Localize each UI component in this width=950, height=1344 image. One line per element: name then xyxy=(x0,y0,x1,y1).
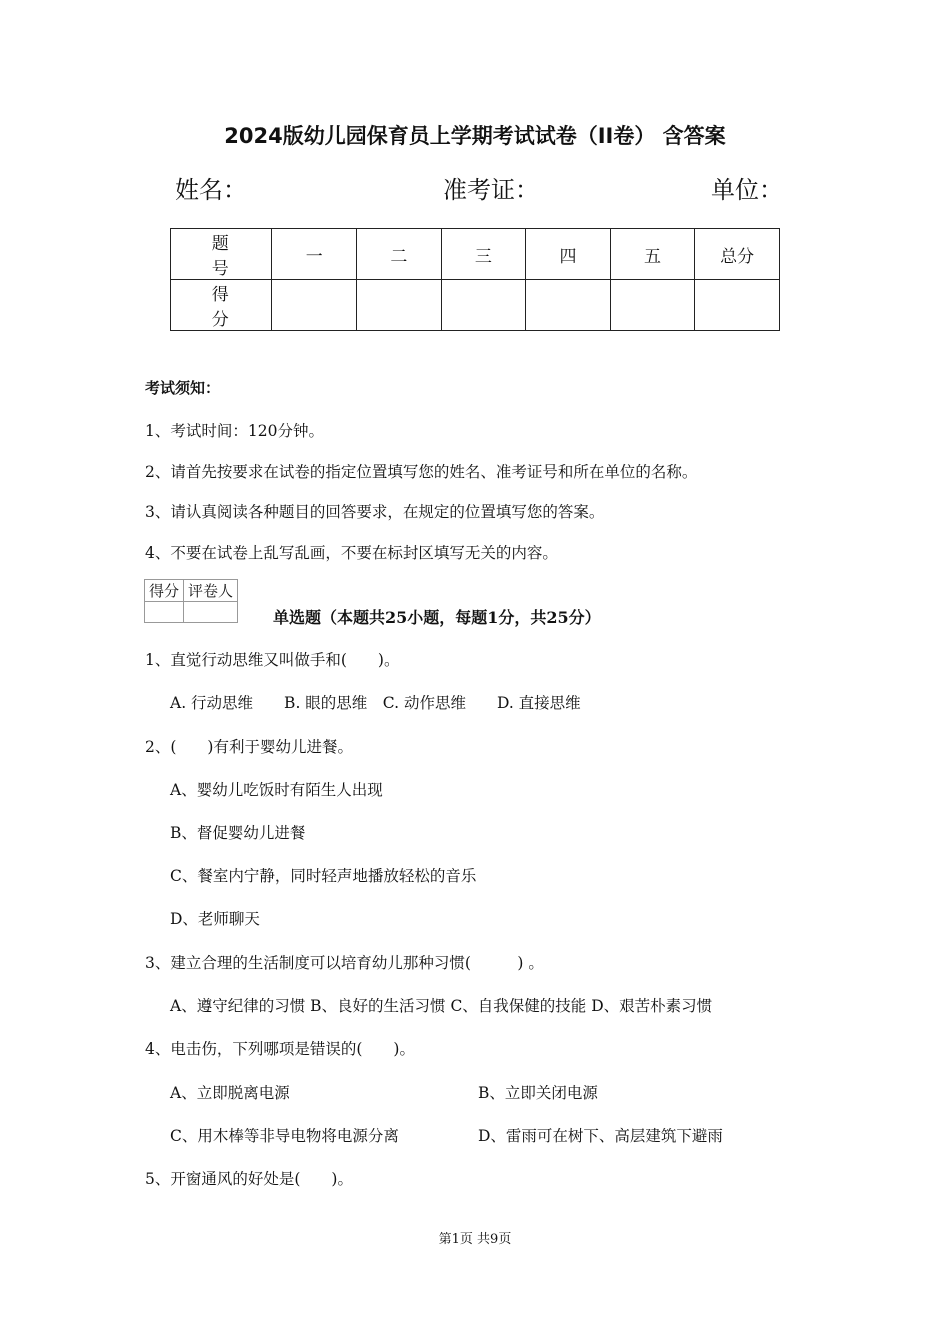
question-option: D、雷雨可在树下、高层建筑下避雨 xyxy=(478,1127,723,1145)
notice-item: 1、考试时间：120分钟。 xyxy=(145,422,324,440)
score-cell[interactable] xyxy=(610,280,695,331)
score-row-label: 得 分 xyxy=(171,280,272,331)
score-table-header-cell: 五 xyxy=(610,229,695,280)
question-options: A. 行动思维 B. 眼的思维 C. 动作思维 D. 直接思维 xyxy=(170,694,581,712)
question-option: D、老师聊天 xyxy=(170,910,260,928)
question-stem: 1、直觉行动思维又叫做手和( )。 xyxy=(145,651,400,669)
score-table-header-row xyxy=(171,229,780,280)
score-table-score-row xyxy=(171,280,780,331)
score-cell[interactable] xyxy=(441,280,526,331)
question-stem: 5、开窗通风的好处是( )。 xyxy=(145,1170,353,1188)
score-table-header-cell: 题 号 xyxy=(171,229,272,280)
question-option: C、用木棒等非导电物将电源分离 xyxy=(170,1127,399,1145)
question-options: A、遵守纪律的习惯 B、良好的生活习惯 C、自我保健的技能 D、艰苦朴素习惯 xyxy=(170,997,713,1015)
unit-field-label: 单位： xyxy=(711,176,783,204)
exam-number-field-label: 准考证： xyxy=(443,176,539,204)
question-option: B、督促婴幼儿进餐 xyxy=(170,824,306,842)
document-title: 2024版幼儿园保育员上学期考试试卷（II卷） 含答案 xyxy=(224,124,726,148)
name-field-label: 姓名： xyxy=(175,176,247,204)
notice-item: 4、不要在试卷上乱写乱画，不要在标封区填写无关的内容。 xyxy=(145,544,558,562)
grader-box xyxy=(144,579,238,623)
notice-item: 2、请首先按要求在试卷的指定位置填写您的姓名、准考证号和所在单位的名称。 xyxy=(145,463,698,481)
grader-score-label: 得分 xyxy=(145,580,184,602)
section-title: 单选题（本题共25小题，每题1分，共25分） xyxy=(273,608,601,627)
grader-name-label: 评卷人 xyxy=(184,580,238,602)
score-table xyxy=(170,228,780,331)
page-footer: 第1页 共9页 xyxy=(438,1232,512,1247)
score-table-header-cell: 总分 xyxy=(695,229,780,280)
grader-score-cell[interactable] xyxy=(145,602,184,623)
notice-title: 考试须知： xyxy=(145,379,221,397)
score-table-header-cell: 二 xyxy=(357,229,442,280)
score-cell[interactable] xyxy=(695,280,780,331)
question-option: B、立即关闭电源 xyxy=(478,1084,598,1102)
score-cell[interactable] xyxy=(526,280,611,331)
score-table-header-cell: 四 xyxy=(526,229,611,280)
score-cell[interactable] xyxy=(272,280,357,331)
grader-name-cell[interactable] xyxy=(184,602,238,623)
question-stem: 4、电击伤，下列哪项是错误的( )。 xyxy=(145,1040,415,1058)
question-stem: 3、建立合理的生活制度可以培育幼儿那种习惯( ) 。 xyxy=(145,954,544,972)
notice-item: 3、请认真阅读各种题目的回答要求，在规定的位置填写您的答案。 xyxy=(145,503,605,521)
question-option: C、餐室内宁静，同时轻声地播放轻松的音乐 xyxy=(170,867,477,885)
score-table-header-cell: 三 xyxy=(441,229,526,280)
score-cell[interactable] xyxy=(357,280,442,331)
question-option: A、婴幼儿吃饭时有陌生人出现 xyxy=(170,781,383,799)
question-option: A、立即脱离电源 xyxy=(170,1084,290,1102)
score-table-header-cell: 一 xyxy=(272,229,357,280)
question-stem: 2、( )有利于婴幼儿进餐。 xyxy=(145,738,353,756)
